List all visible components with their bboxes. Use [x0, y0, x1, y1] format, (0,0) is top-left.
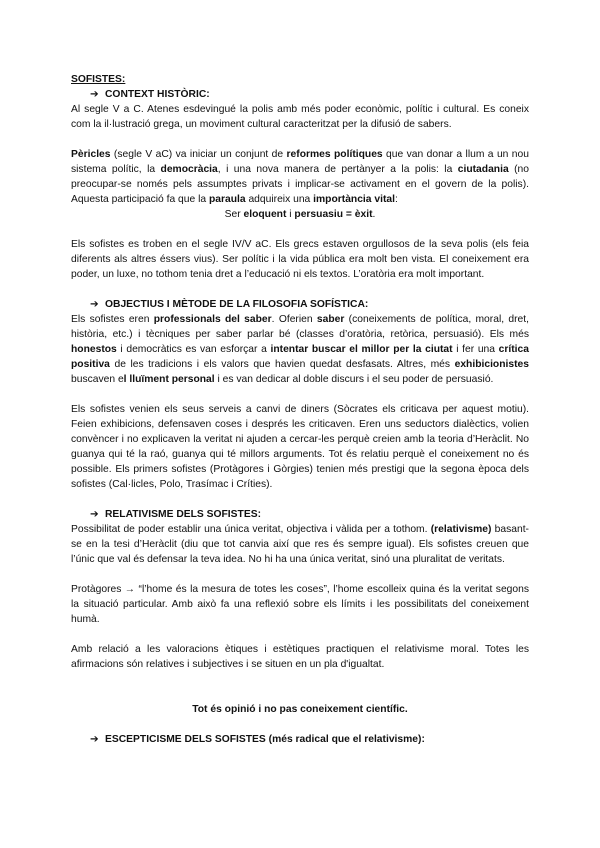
heading-text: RELATIVISME DELS SOFISTES: — [105, 509, 261, 520]
arrow-icon: ➔ — [90, 509, 99, 520]
heading-text: CONTEXT HISTÒRIC: — [105, 89, 210, 100]
paragraph: Els sofistes es troben en el segle IV/V aC. Els grecs estaven orgullosos de la seva polis (els feia diferents als altres éssers vius). Ser polític i la vida pública era molt ben vista. El coneixement era poder, un luxe, no tothom tenia dret a l’educació ni els textos. L’oratòria era molt important. — [71, 239, 529, 280]
paragraph: Protàgores → “l’home és la mesura de totes les coses”, l’home escolleix quina és la veritat segons la situació particular. Amb això fa una reflexió sobre els límits i les possibilitats del coneixement humà. — [71, 584, 529, 625]
arrow-icon: ➔ — [90, 89, 99, 100]
centered-line: Ser eloquent i persuasiu = èxit. — [224, 209, 376, 220]
paragraph: Al segle V a C. Atenes esdevingué la polis amb més poder econòmic, polític i cultural. Es coneix com la il·lustració grega, un moviment cultural caracteritzat per la difusió de sabers. — [71, 104, 529, 130]
heading-text: ESCEPTICISME DELS SOFISTES (més radical que el relativisme): — [105, 734, 425, 745]
section-heading-context — [90, 87, 529, 102]
arrow-icon: ➔ — [90, 299, 99, 310]
section-heading-escepticisme — [90, 732, 529, 747]
paragraph: Amb relació a les valoracions ètiques i estètiques practiquen el relativisme moral. Totes les afirmacions són relatives i subjectives i se situen en un pla d'igualtat. — [71, 644, 529, 670]
conclusion: Tot és opinió i no pas coneixement científic. — [192, 704, 408, 715]
document-title: SOFISTES: — [71, 74, 126, 85]
heading-text: OBJECTIUS I MÈTODE DE LA FILOSOFIA SOFÍSTICA: — [105, 299, 369, 310]
paragraph: Pèricles (segle V aC) va iniciar un conjunt de reformes polítiques que van donar a llum a un nou sistema polític, la democràcia, i una nova manera de pertànyer a la polis: la ciutadania (no preocupar-se només pels assumptes privats i implicar-se activament en el govern de la polis). Aquesta participació fa que la paraula adquireix una importància vital: — [71, 149, 529, 205]
arrow-icon: ➔ — [90, 734, 99, 745]
section-heading-relativisme — [90, 507, 529, 522]
paragraph: Possibilitat de poder establir una única veritat, objectiva i vàlida per a tothom. (relativisme) basant-se en la tesi d’Heràclit (diu que tot canvia així que res és sempre igual). Els sofistes creuen que l’únic que val és defensar la teva idea. No hi ha una única veritat, sinó una pluralitat de veritats. — [71, 524, 529, 565]
paragraph: Els sofistes eren professionals del saber. Oferien saber (coneixements de política, moral, dret, història, etc.) i tècniques per saber parlar bé (classes d’oratòria, retòrica, persuasió). Els més honestos i democràtics es van esforçar a intentar buscar el millor per la ciutat i fer una crítica positiva de les tradicions i els valors que havien quedat desfasats. Altres, més exhibicionistes buscaven el lluïment personal i es van dedicar al doble discurs i el seu poder de persuasió. — [71, 314, 529, 385]
section-heading-objectius — [90, 297, 529, 312]
paragraph: Els sofistes venien els seus serveis a canvi de diners (Sòcrates els criticava per aquest motiu). Feien exhibicions, defensaven coses i després les criticaven. Eren uns seductors dialèctics, volien convèncer i no explicaven la veritat ni ajuden a cercar-les perquè creien amb la teoria d’Heràclit. No guanya qui té la raó, guanya qui té millors arguments. Tot és relatiu perquè el coneixement no és possible. Els primers sofistes (Protàgores i Gòrgies) tenien més prestigi que la segona època dels sofistes (Cal·licles, Polo, Trasímac i Críties). — [71, 404, 529, 490]
